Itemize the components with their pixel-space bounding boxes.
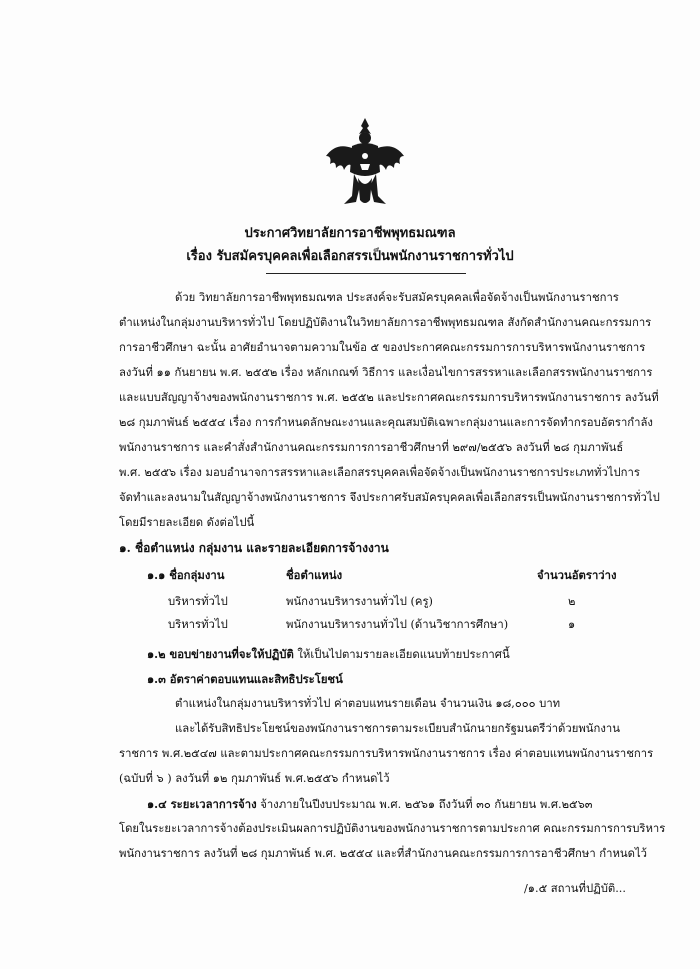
table-cell-vacancies: ๒ [568,595,576,608]
intro-line: ลงวันที่ ๑๑ กันยายน พ.ศ. ๒๕๕๒ เรื่อง หลักเกณฑ์ วิธีการ และเงื่อนไขการสรรหาและเลือกสรรพนักงานราชการ [119,366,653,379]
table-cell-position: พนักงานบริหารงานทั่วไป (ด้านวิชาการศึกษา) [286,618,509,631]
table-cell-position: พนักงานบริหารงานทั่วไป (ครู) [286,595,433,608]
section-1-2-text: ให้เป็นไปตามรายละเอียดแนบท้ายประกาศนี้ [293,648,510,661]
title-underline [266,273,466,274]
announcement-title: ประกาศวิทยาลัยการอาชีพพุทธมณฑล [244,226,456,241]
section-1-3-line: และได้รับสิทธิประโยชน์ของพนักงานราชการตามระเบียบสำนักนายกรัฐมนตรีว่าด้วยพนักงาน [175,722,620,735]
section-1-4-label: ๑.๔ ระยะเวลาการจ้าง [147,797,257,811]
table-cell-group: บริหารทั่วไป [168,595,228,608]
section-1-2 [147,646,510,663]
intro-line: โดยมีรายละเอียด ดังต่อไปนี้ [119,516,255,529]
announcement-subject: เรื่อง รับสมัครบุคคลเพื่อเลือกสรรเป็นพนักงานราชการทั่วไป [186,249,514,264]
section-1-3-line: ราชการ พ.ศ.๒๕๔๗ และตามประกาศคณะกรรมการบริหารพนักงานราชการ เรื่อง ค่าตอบแทนพนักงานราชการ [119,747,654,760]
section-1-4 [147,796,593,813]
intro-line: ด้วย วิทยาลัยการอาชีพพุทธมณฑล ประสงค์จะรับสมัครบุคคลเพื่อจัดจ้างเป็นพนักงานราชการ [175,291,619,304]
intro-line: การอาชีวศึกษา ฉะนั้น อาศัยอำนาจตามความในข้อ ๕ ของประกาศคณะกรรมการการบริหารพนักงานราชการ [119,341,646,354]
section-1-3-line: (ฉบับที่ ๖ ) ลงวันที่ ๑๒ กุมภาพันธ์ พ.ศ.๒๕๕๖ กำหนดไว้ [119,772,390,785]
table-cell-vacancies: ๑ [568,618,576,631]
garuda-emblem-icon [322,116,408,212]
table-header-vacancies: จำนวนอัตราว่าง [537,568,617,582]
continuation-note: /๑.๕ สถานที่ปฏิบัติ... [524,882,626,895]
intro-line: ตำแหน่งในกลุ่มงานบริหารทั่วไป โดยปฏิบัติงานในวิทยาลัยการอาชีพพุทธมณฑล สังกัดสำนักงานคณะกรรมการ [119,316,652,329]
table-header-group: ๑.๑ ชื่อกลุ่มงาน [147,568,225,582]
intro-line: พ.ศ. ๒๕๕๖ เรื่อง มอบอำนาจการสรรหาและเลือกสรรบุคคลเพื่อจัดจ้างเป็นพนักงานราชการประเภททั่วไปการ [119,466,640,479]
section-1-heading: ๑. ชื่อตำแหน่ง กลุ่มงาน และรายละเอียดการจ้างงาน [119,541,389,555]
section-1-3-line: ตำแหน่งในกลุ่มงานบริหารทั่วไป ค่าตอบแทนรายเดือน จำนวนเงิน ๑๘,๐๐๐ บาท [175,697,561,710]
section-1-3-label: ๑.๓ อัตราค่าตอบแทนและสิทธิประโยชน์ [147,672,343,686]
section-1-4-text: จ้างภายในปีงบประมาณ พ.ศ. ๒๕๖๑ ถึงวันที่ ๓๐ กันยายน พ.ศ.๒๕๖๓ [256,798,593,811]
intro-line: พนักงานราชการ และคำสั่งสำนักงานคณะกรรมการการอาชีวศึกษาที่ ๒๙๗/๒๕๕๖ ลงวันที่ ๒๘ กุมภาพันธ์ [119,441,624,454]
intro-line: ๒๘ กุมภาพันธ์ ๒๕๕๔ เรื่อง การกำหนดลักษณะงานและคุณสมบัติเฉพาะกลุ่มงานและการจัดทำกรอบอัตรากำลัง [119,416,653,429]
intro-line: จัดทำและลงนามในสัญญาจ้างพนักงานราชการ จึงประกาศรับสมัครบุคคลเพื่อเลือกสรรเป็นพนักงานราชการทั่วไป [119,491,660,504]
section-1-4-line: โดยในระยะเวลาการจ้างต้องประเมินผลการปฏิบัติงานของพนักงานราชการตามประกาศ คณะกรรมการการบริหาร [119,822,666,835]
table-header-position: ชื่อตำแหน่ง [286,568,343,582]
section-1-2-label: ๑.๒ ขอบข่ายงานที่จะให้ปฏิบัติ [147,647,294,661]
table-cell-group: บริหารทั่วไป [168,618,228,631]
section-1-4-line: พนักงานราชการ ลงวันที่ ๒๘ กุมภาพันธ์ พ.ศ. ๒๕๕๔ และที่สำนักงานคณะกรรมการการอาชีวศึกษา กำหนดไว้ [119,847,647,860]
intro-line: และแบบสัญญาจ้างของพนักงานราชการ พ.ศ. ๒๕๕๒ และประกาศคณะกรรมการบริหารพนักงานราชการ ลงวันที่ [119,391,659,404]
